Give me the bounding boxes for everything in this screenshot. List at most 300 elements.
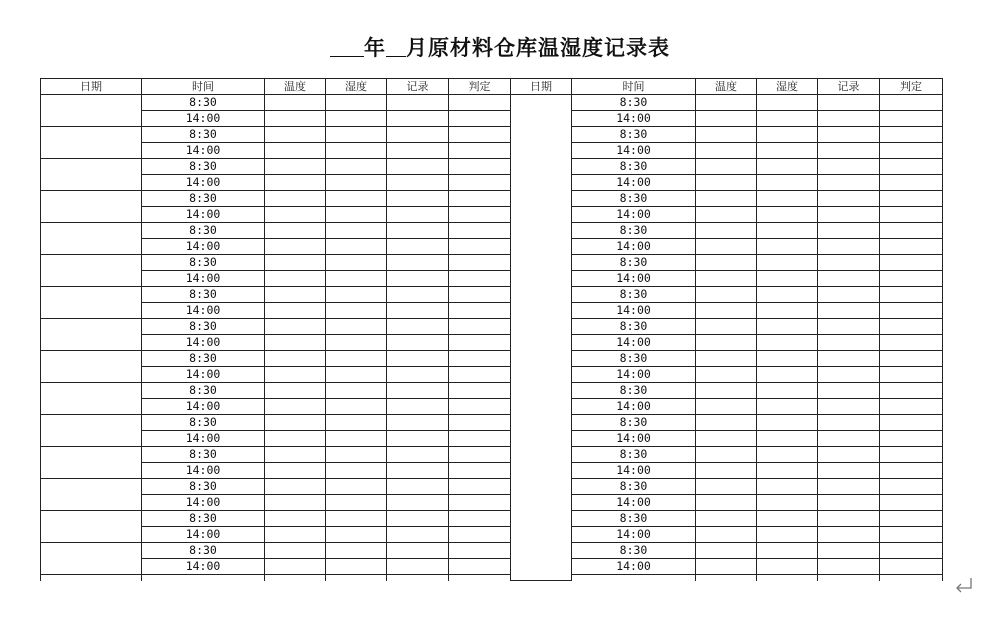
judgement-cell-left[interactable] — [449, 127, 511, 143]
table-row — [41, 175, 943, 191]
humidity-cell-right[interactable] — [757, 95, 818, 111]
record-cell-left[interactable] — [387, 127, 449, 143]
time-cell-left: 14:00 — [142, 431, 265, 447]
time-cell-left: 14:00 — [142, 303, 265, 319]
record-cell-left[interactable] — [387, 95, 449, 111]
judgement-cell-right[interactable] — [880, 527, 943, 543]
date-cell-left[interactable] — [41, 447, 142, 479]
judgement-cell-left[interactable] — [449, 559, 511, 575]
temperature-cell-left[interactable] — [265, 319, 326, 335]
record-cell-right[interactable] — [818, 271, 880, 287]
record-cell-right[interactable] — [818, 143, 880, 159]
temperature-cell-left[interactable] — [265, 415, 326, 431]
humidity-cell-right[interactable] — [757, 239, 818, 255]
temperature-cell-right[interactable] — [696, 447, 757, 463]
judgement-cell-right[interactable] — [880, 127, 943, 143]
humidity-cell-right[interactable] — [757, 527, 818, 543]
time-cell-left: 8:30 — [142, 255, 265, 271]
humidity-cell-left[interactable] — [326, 527, 387, 543]
judgement-cell-right[interactable] — [880, 495, 943, 511]
judgement-cell-left[interactable] — [449, 495, 511, 511]
temperature-cell-left[interactable] — [265, 559, 326, 575]
record-cell-left[interactable] — [387, 255, 449, 271]
temperature-cell-right[interactable] — [696, 527, 757, 543]
date-cell-left[interactable] — [41, 383, 142, 415]
temperature-cell-right[interactable] — [696, 319, 757, 335]
temperature-cell-left[interactable] — [265, 431, 326, 447]
humidity-cell-left[interactable] — [326, 463, 387, 479]
record-cell-left[interactable] — [387, 319, 449, 335]
record-cell-left[interactable] — [387, 287, 449, 303]
humidity-cell-right[interactable] — [757, 159, 818, 175]
judgement-cell-left[interactable] — [449, 287, 511, 303]
record-cell-left[interactable] — [387, 303, 449, 319]
record-cell-left[interactable] — [387, 271, 449, 287]
record-cell-left[interactable] — [387, 431, 449, 447]
date-cell-left[interactable] — [41, 511, 142, 543]
humidity-cell-left[interactable] — [326, 143, 387, 159]
judgement-cell-left[interactable] — [449, 95, 511, 111]
temperature-cell-left[interactable] — [265, 351, 326, 367]
temperature-cell-left[interactable] — [265, 239, 326, 255]
judgement-cell-right[interactable] — [880, 431, 943, 447]
temperature-cell-right[interactable] — [696, 143, 757, 159]
temperature-cell-left[interactable] — [265, 159, 326, 175]
temperature-cell-right[interactable] — [696, 431, 757, 447]
temperature-cell-right[interactable] — [696, 239, 757, 255]
record-cell-right[interactable] — [818, 255, 880, 271]
temperature-cell-right[interactable] — [696, 511, 757, 527]
humidity-cell-right[interactable] — [757, 319, 818, 335]
humidity-cell-right — [757, 575, 818, 581]
record-cell-right[interactable] — [818, 223, 880, 239]
record-cell-right[interactable] — [818, 399, 880, 415]
temperature-cell-left[interactable] — [265, 223, 326, 239]
time-cell-left: 8:30 — [142, 319, 265, 335]
record-cell-left[interactable] — [387, 111, 449, 127]
judgement-cell-left[interactable] — [449, 399, 511, 415]
judgement-cell-right[interactable] — [880, 95, 943, 111]
judgement-cell-right[interactable] — [880, 367, 943, 383]
temperature-cell-right[interactable] — [696, 383, 757, 399]
humidity-cell-left[interactable] — [326, 335, 387, 351]
record-cell-left[interactable] — [387, 143, 449, 159]
judgement-cell-right[interactable] — [880, 255, 943, 271]
humidity-cell-right[interactable] — [757, 271, 818, 287]
time-cell-left: 14:00 — [142, 239, 265, 255]
temperature-cell-left[interactable] — [265, 495, 326, 511]
judgement-cell-left[interactable] — [449, 255, 511, 271]
time-cell-right: 8:30 — [572, 127, 696, 143]
judgement-cell-right[interactable] — [880, 559, 943, 575]
temperature-cell-left[interactable] — [265, 207, 326, 223]
temperature-cell-left[interactable] — [265, 143, 326, 159]
humidity-cell-right[interactable] — [757, 495, 818, 511]
judgement-cell-left[interactable] — [449, 415, 511, 431]
judgement-cell-right[interactable] — [880, 223, 943, 239]
humidity-cell-left[interactable] — [326, 351, 387, 367]
temperature-cell-right[interactable] — [696, 367, 757, 383]
humidity-cell-left[interactable] — [326, 239, 387, 255]
judgement-cell-right[interactable] — [880, 479, 943, 495]
table-row — [41, 527, 943, 543]
judgement-cell-left[interactable] — [449, 223, 511, 239]
record-cell-left[interactable] — [387, 383, 449, 399]
date-cell-left[interactable] — [41, 191, 142, 223]
judgement-cell-right[interactable] — [880, 319, 943, 335]
humidity-cell-right[interactable] — [757, 335, 818, 351]
temperature-cell-left[interactable] — [265, 111, 326, 127]
record-cell-left[interactable] — [387, 159, 449, 175]
time-cell-left: 8:30 — [142, 447, 265, 463]
temperature-cell-right[interactable] — [696, 207, 757, 223]
record-cell-right[interactable] — [818, 527, 880, 543]
temperature-cell-left[interactable] — [265, 383, 326, 399]
date-cell-left[interactable] — [41, 159, 142, 191]
header-judgement-right: 判定 — [880, 79, 943, 95]
record-cell-right[interactable] — [818, 239, 880, 255]
humidity-cell-left[interactable] — [326, 367, 387, 383]
temperature-cell-right[interactable] — [696, 111, 757, 127]
humidity-cell-right[interactable] — [757, 415, 818, 431]
date-cell-left[interactable] — [41, 543, 142, 575]
temperature-cell-right[interactable] — [696, 559, 757, 575]
temperature-cell-right[interactable] — [696, 271, 757, 287]
temperature-cell-right[interactable] — [696, 287, 757, 303]
record-cell-right[interactable] — [818, 191, 880, 207]
header-temperature-right: 温度 — [696, 79, 757, 95]
record-cell-left[interactable] — [387, 399, 449, 415]
record-cell-left[interactable] — [387, 543, 449, 559]
date-cell-left[interactable] — [41, 127, 142, 159]
record-cell-right[interactable] — [818, 127, 880, 143]
humidity-cell-left[interactable] — [326, 287, 387, 303]
record-cell-right[interactable] — [818, 175, 880, 191]
record-cell-left[interactable] — [387, 559, 449, 575]
temperature-cell-right[interactable] — [696, 223, 757, 239]
temperature-cell-left[interactable] — [265, 479, 326, 495]
humidity-cell-right[interactable] — [757, 207, 818, 223]
judgement-cell-right[interactable] — [880, 543, 943, 559]
temperature-cell-left[interactable] — [265, 191, 326, 207]
record-cell-left[interactable] — [387, 223, 449, 239]
humidity-cell-left[interactable] — [326, 495, 387, 511]
humidity-cell-left[interactable] — [326, 559, 387, 575]
humidity-cell-right[interactable] — [757, 287, 818, 303]
date-cell-left[interactable] — [41, 479, 142, 511]
paragraph-return-icon — [953, 576, 975, 596]
date-cell-left[interactable] — [41, 95, 142, 127]
temperature-cell-left[interactable] — [265, 463, 326, 479]
judgement-cell-right[interactable] — [880, 239, 943, 255]
judgement-cell-right[interactable] — [880, 191, 943, 207]
temperature-cell-right[interactable] — [696, 543, 757, 559]
humidity-cell-left[interactable] — [326, 207, 387, 223]
record-cell-right[interactable] — [818, 415, 880, 431]
record-cell-right[interactable] — [818, 367, 880, 383]
record-cell-left[interactable] — [387, 415, 449, 431]
humidity-cell-left[interactable] — [326, 223, 387, 239]
humidity-cell-left[interactable] — [326, 175, 387, 191]
humidity-cell-right[interactable] — [757, 543, 818, 559]
time-cell-right: 8:30 — [572, 479, 696, 495]
humidity-cell-left[interactable] — [326, 543, 387, 559]
record-cell-right[interactable] — [818, 511, 880, 527]
humidity-cell-right[interactable] — [757, 511, 818, 527]
header-time-right: 时间 — [572, 79, 696, 95]
humidity-cell-left[interactable] — [326, 447, 387, 463]
time-cell-right: 8:30 — [572, 191, 696, 207]
record-cell-left — [387, 575, 449, 581]
record-cell-right[interactable] — [818, 111, 880, 127]
humidity-cell-right[interactable] — [757, 559, 818, 575]
record-cell-right[interactable] — [818, 207, 880, 223]
judgement-cell-left[interactable] — [449, 543, 511, 559]
temperature-cell-left[interactable] — [265, 127, 326, 143]
record-cell-right[interactable] — [818, 431, 880, 447]
record-cell-right[interactable] — [818, 303, 880, 319]
humidity-cell-right[interactable] — [757, 383, 818, 399]
humidity-cell-right[interactable] — [757, 303, 818, 319]
humidity-cell-right[interactable] — [757, 255, 818, 271]
record-cell-right[interactable] — [818, 543, 880, 559]
judgement-cell-right[interactable] — [880, 351, 943, 367]
judgement-cell-left[interactable] — [449, 319, 511, 335]
judgement-cell-left[interactable] — [449, 511, 511, 527]
judgement-cell-right[interactable] — [880, 383, 943, 399]
temperature-cell-right[interactable] — [696, 255, 757, 271]
judgement-cell-left[interactable] — [449, 111, 511, 127]
time-cell-left: 8:30 — [142, 159, 265, 175]
humidity-cell-right[interactable] — [757, 223, 818, 239]
judgement-cell-right[interactable] — [880, 399, 943, 415]
date-cell-left[interactable] — [41, 415, 142, 447]
temperature-cell-right[interactable] — [696, 495, 757, 511]
temperature-cell-right[interactable] — [696, 415, 757, 431]
humidity-cell-left[interactable] — [326, 511, 387, 527]
time-cell-right: 14:00 — [572, 463, 696, 479]
humidity-cell-left[interactable] — [326, 111, 387, 127]
table-row — [41, 543, 943, 559]
judgement-cell-left — [449, 575, 511, 581]
humidity-cell-left[interactable] — [326, 191, 387, 207]
judgement-cell-left[interactable] — [449, 351, 511, 367]
title-year-suffix: 年 — [364, 36, 386, 60]
table-row — [41, 559, 943, 575]
temperature-cell-left[interactable] — [265, 255, 326, 271]
time-cell-right: 14:00 — [572, 271, 696, 287]
temperature-cell-left[interactable] — [265, 527, 326, 543]
humidity-cell-right[interactable] — [757, 447, 818, 463]
time-cell-right: 8:30 — [572, 319, 696, 335]
record-cell-left[interactable] — [387, 191, 449, 207]
temperature-cell-left[interactable] — [265, 303, 326, 319]
record-cell-left[interactable] — [387, 239, 449, 255]
judgement-cell-right[interactable] — [880, 287, 943, 303]
temperature-cell-right[interactable] — [696, 159, 757, 175]
record-cell-left[interactable] — [387, 463, 449, 479]
time-cell-right: 14:00 — [572, 431, 696, 447]
record-cell-right[interactable] — [818, 95, 880, 111]
judgement-cell-left[interactable] — [449, 431, 511, 447]
title-month-suffix: 月原材料仓库温湿度记录表 — [406, 36, 670, 60]
judgement-cell-right[interactable] — [880, 335, 943, 351]
judgement-cell-right[interactable] — [880, 111, 943, 127]
humidity-cell-right[interactable] — [757, 127, 818, 143]
judgement-cell-right[interactable] — [880, 159, 943, 175]
judgement-cell-right[interactable] — [880, 303, 943, 319]
humidity-cell-right[interactable] — [757, 351, 818, 367]
date-cell-left[interactable] — [41, 223, 142, 255]
humidity-cell-left[interactable] — [326, 431, 387, 447]
record-cell-right — [818, 575, 880, 581]
humidity-cell-left[interactable] — [326, 127, 387, 143]
temperature-cell-left[interactable] — [265, 543, 326, 559]
judgement-cell-left[interactable] — [449, 239, 511, 255]
record-cell-right[interactable] — [818, 351, 880, 367]
record-cell-left[interactable] — [387, 367, 449, 383]
humidity-cell-right[interactable] — [757, 367, 818, 383]
temperature-cell-right[interactable] — [696, 303, 757, 319]
humidity-cell-right[interactable] — [757, 143, 818, 159]
humidity-cell-right[interactable] — [757, 431, 818, 447]
judgement-cell-right[interactable] — [880, 511, 943, 527]
humidity-cell-right[interactable] — [757, 191, 818, 207]
judgement-cell-right[interactable] — [880, 143, 943, 159]
record-cell-right[interactable] — [818, 559, 880, 575]
date-cell-left — [41, 575, 142, 581]
temperature-cell-right[interactable] — [696, 479, 757, 495]
judgement-cell-right[interactable] — [880, 447, 943, 463]
judgement-cell-left[interactable] — [449, 191, 511, 207]
humidity-cell-left[interactable] — [326, 303, 387, 319]
judgement-cell-left[interactable] — [449, 143, 511, 159]
table-row — [41, 463, 943, 479]
temperature-cell-right[interactable] — [696, 175, 757, 191]
table-row — [41, 287, 943, 303]
record-cell-right[interactable] — [818, 495, 880, 511]
humidity-cell-right[interactable] — [757, 111, 818, 127]
temperature-cell-right[interactable] — [696, 127, 757, 143]
time-cell-left: 14:00 — [142, 335, 265, 351]
record-cell-left[interactable] — [387, 495, 449, 511]
time-cell-left: 8:30 — [142, 351, 265, 367]
judgement-cell-left[interactable] — [449, 303, 511, 319]
judgement-cell-left[interactable] — [449, 447, 511, 463]
table-row — [41, 415, 943, 431]
table-row — [41, 511, 943, 527]
temperature-cell-left[interactable] — [265, 335, 326, 351]
judgement-cell-left[interactable] — [449, 159, 511, 175]
judgement-cell-left[interactable] — [449, 271, 511, 287]
date-cell-right[interactable] — [511, 95, 572, 581]
temperature-cell-right[interactable] — [696, 463, 757, 479]
date-cell-left[interactable] — [41, 351, 142, 383]
humidity-cell-right[interactable] — [757, 175, 818, 191]
humidity-cell-right[interactable] — [757, 463, 818, 479]
table-row — [41, 431, 943, 447]
humidity-cell-right[interactable] — [757, 399, 818, 415]
record-cell-left[interactable] — [387, 335, 449, 351]
temperature-cell-left[interactable] — [265, 399, 326, 415]
record-cell-right[interactable] — [818, 335, 880, 351]
humidity-cell-left[interactable] — [326, 95, 387, 111]
judgement-cell-left[interactable] — [449, 527, 511, 543]
judgement-cell-right[interactable] — [880, 271, 943, 287]
humidity-cell-left[interactable] — [326, 479, 387, 495]
record-cell-left[interactable] — [387, 175, 449, 191]
date-cell-left[interactable] — [41, 255, 142, 287]
humidity-cell-left[interactable] — [326, 319, 387, 335]
record-cell-right[interactable] — [818, 479, 880, 495]
date-cell-left[interactable] — [41, 287, 142, 319]
date-cell-left[interactable] — [41, 319, 142, 351]
judgement-cell-left[interactable] — [449, 175, 511, 191]
judgement-cell-left[interactable] — [449, 463, 511, 479]
record-cell-left[interactable] — [387, 207, 449, 223]
temperature-cell-left[interactable] — [265, 95, 326, 111]
humidity-cell-right[interactable] — [757, 479, 818, 495]
temperature-cell-left[interactable] — [265, 175, 326, 191]
temperature-cell-right[interactable] — [696, 399, 757, 415]
temperature-cell-right[interactable] — [696, 351, 757, 367]
judgement-cell-right[interactable] — [880, 207, 943, 223]
record-cell-right[interactable] — [818, 287, 880, 303]
judgement-cell-left[interactable] — [449, 479, 511, 495]
humidity-cell-left[interactable] — [326, 255, 387, 271]
record-cell-right[interactable] — [818, 319, 880, 335]
judgement-cell-left[interactable] — [449, 335, 511, 351]
temperature-cell-right[interactable] — [696, 335, 757, 351]
year-blank — [330, 36, 364, 57]
record-cell-left[interactable] — [387, 479, 449, 495]
temperature-cell-right[interactable] — [696, 191, 757, 207]
humidity-cell-left[interactable] — [326, 383, 387, 399]
time-cell-left: 8:30 — [142, 95, 265, 111]
temperature-cell-left[interactable] — [265, 447, 326, 463]
time-cell-right — [572, 575, 696, 581]
temperature-cell-left[interactable] — [265, 287, 326, 303]
record-cell-right[interactable] — [818, 447, 880, 463]
judgement-cell-right[interactable] — [880, 175, 943, 191]
temperature-cell-left[interactable] — [265, 511, 326, 527]
time-cell-right: 14:00 — [572, 239, 696, 255]
humidity-cell-left[interactable] — [326, 271, 387, 287]
humidity-cell-left[interactable] — [326, 399, 387, 415]
judgement-cell-left[interactable] — [449, 207, 511, 223]
temperature-cell-left[interactable] — [265, 367, 326, 383]
judgement-cell-left[interactable] — [449, 367, 511, 383]
record-cell-left[interactable] — [387, 447, 449, 463]
temperature-cell-right[interactable] — [696, 95, 757, 111]
table-row — [41, 159, 943, 175]
humidity-cell-left[interactable] — [326, 159, 387, 175]
judgement-cell-right[interactable] — [880, 415, 943, 431]
table-row — [41, 239, 943, 255]
judgement-cell-left[interactable] — [449, 383, 511, 399]
record-cell-right[interactable] — [818, 463, 880, 479]
humidity-cell-left[interactable] — [326, 415, 387, 431]
record-cell-right[interactable] — [818, 383, 880, 399]
header-date-left: 日期 — [41, 79, 142, 95]
record-cell-right[interactable] — [818, 159, 880, 175]
judgement-cell-right[interactable] — [880, 463, 943, 479]
temperature-cell-left[interactable] — [265, 271, 326, 287]
table-row — [41, 367, 943, 383]
record-cell-left[interactable] — [387, 527, 449, 543]
record-cell-left[interactable] — [387, 351, 449, 367]
record-cell-left[interactable] — [387, 511, 449, 527]
